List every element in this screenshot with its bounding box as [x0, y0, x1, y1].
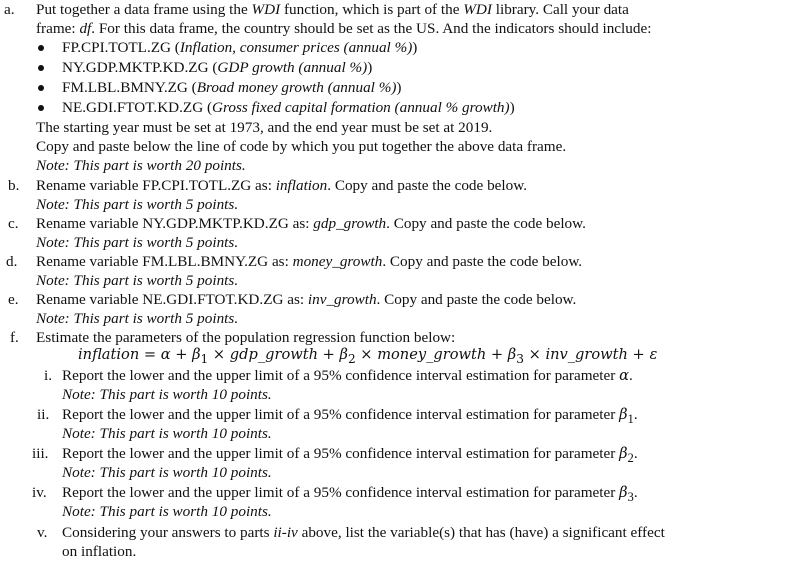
sub-v-line	[62, 523, 665, 542]
sub-iv-note: Note: This part is worth 10 points.	[62, 503, 272, 520]
eq-var: gdp_growth	[229, 346, 318, 363]
indicator-code: NY.GDP.MKTP.KD.ZG (	[62, 59, 218, 76]
eq-plus: +	[627, 346, 650, 363]
sub-text: Report the lower and the upper limit of a 95% confidence interval estimation for parameter	[62, 406, 620, 423]
wdi-function-name: WDI	[251, 1, 281, 18]
part-c-label: c.	[8, 215, 19, 232]
sub-iv-label: iv.	[32, 484, 47, 501]
part-b-text: . Copy and paste the code below.	[327, 177, 527, 194]
sub-v-ref: ii-iv	[273, 524, 298, 541]
var-inv-growth: inv_growth	[307, 291, 377, 308]
indicator-code: FM.LBL.BMNY.ZG (	[62, 79, 197, 96]
eq-equals: =	[139, 346, 161, 363]
eq-plus: +	[317, 346, 340, 363]
indicator-desc: Gross fixed capital formation (annual % growth)	[212, 99, 510, 116]
sub-text: Report the lower and the upper limit of a 95% confidence interval estimation for parameter	[62, 445, 620, 462]
indicator-close: )	[396, 79, 402, 96]
part-d-label: d.	[6, 253, 18, 270]
part-d-line	[36, 252, 582, 271]
part-a-line-1	[36, 0, 629, 19]
indicator-code: NE.GDI.FTOT.KD.ZG (	[62, 99, 213, 116]
sub-iii-label: iii.	[32, 445, 49, 462]
part-a-years: The starting year must be set at 1973, and the end year must be set at 2019.	[36, 119, 493, 136]
eq-beta: β	[507, 346, 517, 363]
bullet-dot	[38, 45, 44, 51]
part-a-text: . For this data frame, the country should be set as the US. And the indicators should include:	[91, 20, 652, 37]
eq-times: ×	[355, 346, 378, 363]
sub-end: .	[633, 484, 638, 501]
part-a-text: library. Call your data	[491, 1, 629, 18]
eq-epsilon: ε	[649, 346, 658, 363]
eq-plus: +	[170, 346, 193, 363]
indicator-item	[62, 98, 515, 117]
indicator-close: )	[367, 59, 373, 76]
part-c-text: . Copy and paste the code below.	[386, 215, 586, 232]
sub-end: .	[633, 445, 638, 462]
part-a-note: Note: This part is worth 20 points.	[36, 157, 246, 174]
sub-text: Report the lower and the upper limit of a 95% confidence interval estimation for parameter	[62, 484, 620, 501]
eq-beta: β	[339, 346, 348, 363]
var-money-growth: money_growth	[292, 253, 383, 270]
sub-end: .	[633, 406, 638, 423]
part-c-text: Rename variable NY.GDP.MKTP.KD.ZG as:	[36, 215, 314, 232]
part-f-label: f.	[10, 329, 19, 346]
part-b-text: Rename variable FP.CPI.TOTL.ZG as:	[36, 177, 276, 194]
sub-v-line-2: on inflation.	[62, 543, 137, 560]
param-sub: 1	[627, 412, 634, 427]
eq-var: inv_growth	[545, 346, 628, 363]
part-d-text: Rename variable FM.LBL.BMNY.ZG as:	[36, 253, 293, 270]
part-a-line-2	[36, 19, 651, 38]
eq-plus: +	[486, 346, 508, 363]
indicator-item	[62, 78, 401, 97]
part-e-note: Note: This part is worth 5 points.	[36, 310, 239, 327]
part-e-label: e.	[8, 291, 19, 308]
indicator-item	[62, 58, 372, 77]
bullet-dot	[38, 105, 44, 111]
part-a-instruction: Copy and paste below the line of code by which you put together the above data frame.	[36, 138, 567, 155]
part-e-line	[36, 290, 576, 309]
part-a-text: function, which is part of the	[280, 1, 464, 18]
bullet-dot	[38, 65, 44, 71]
sub-iii-note: Note: This part is worth 10 points.	[62, 464, 272, 481]
indicator-desc: Broad money growth (annual %)	[196, 79, 397, 96]
wdi-library-name: WDI	[463, 1, 492, 18]
part-d-text: . Copy and paste the code below.	[382, 253, 583, 270]
param-symbol: β	[619, 484, 628, 501]
indicator-item	[62, 38, 417, 57]
sub-v-label: v.	[37, 524, 48, 541]
part-a-text: Put together a data frame using the	[36, 1, 252, 18]
indicator-close: )	[412, 39, 418, 56]
sub-i-label: i.	[44, 367, 53, 384]
param-symbol: β	[619, 445, 628, 462]
param-symbol: α	[619, 367, 629, 384]
eq-times: ×	[208, 346, 230, 363]
sub-i-note: Note: This part is worth 10 points.	[62, 386, 272, 403]
part-e-text: Rename variable NE.GDI.FTOT.KD.ZG as:	[36, 291, 308, 308]
eq-lhs: inflation	[78, 346, 140, 363]
part-c-note: Note: This part is worth 5 points.	[36, 234, 239, 251]
indicator-desc: Inflation, consumer prices (annual %)	[179, 39, 413, 56]
var-inflation: inflation	[275, 177, 328, 194]
part-a-label: a.	[4, 1, 15, 18]
param-sub: 3	[627, 490, 634, 505]
part-f-line: Estimate the parameters of the population regression function below:	[36, 329, 456, 346]
param-symbol: β	[619, 406, 628, 423]
part-b-label: b.	[8, 177, 20, 194]
part-d-note: Note: This part is worth 5 points.	[36, 272, 239, 289]
df-name: df	[79, 20, 92, 37]
sub-ii-label: ii.	[37, 406, 50, 423]
indicator-code: FP.CPI.TOTL.ZG (	[62, 39, 180, 56]
part-c-line	[36, 214, 586, 233]
indicator-desc: GDP growth (annual %)	[217, 59, 368, 76]
param-sub: 2	[627, 451, 634, 466]
bullet-dot	[38, 85, 44, 91]
indicator-close: )	[509, 99, 515, 116]
sub-v-text: Considering your answers to parts	[62, 524, 274, 541]
sub-v-text: above, list the variable(s) that has (have) a significant effect	[297, 524, 665, 541]
sub-ii-note: Note: This part is worth 10 points.	[62, 425, 272, 442]
eq-sub: 1	[200, 351, 209, 366]
eq-var: money_growth	[377, 346, 487, 363]
part-e-text: . Copy and paste the code below.	[376, 291, 577, 308]
eq-sub: 2	[347, 351, 356, 366]
var-gdp-growth: gdp_growth	[313, 215, 387, 232]
eq-sub: 3	[516, 351, 524, 366]
eq-times: ×	[523, 346, 546, 363]
eq-alpha: α	[160, 346, 171, 363]
part-b-note: Note: This part is worth 5 points.	[36, 196, 239, 213]
eq-beta: β	[192, 346, 201, 363]
sub-end: .	[628, 367, 633, 384]
part-a-text: frame:	[36, 20, 80, 37]
part-b-line	[36, 176, 527, 195]
sub-text: Report the lower and the upper limit of a 95% confidence interval estimation for parameter	[62, 367, 620, 384]
